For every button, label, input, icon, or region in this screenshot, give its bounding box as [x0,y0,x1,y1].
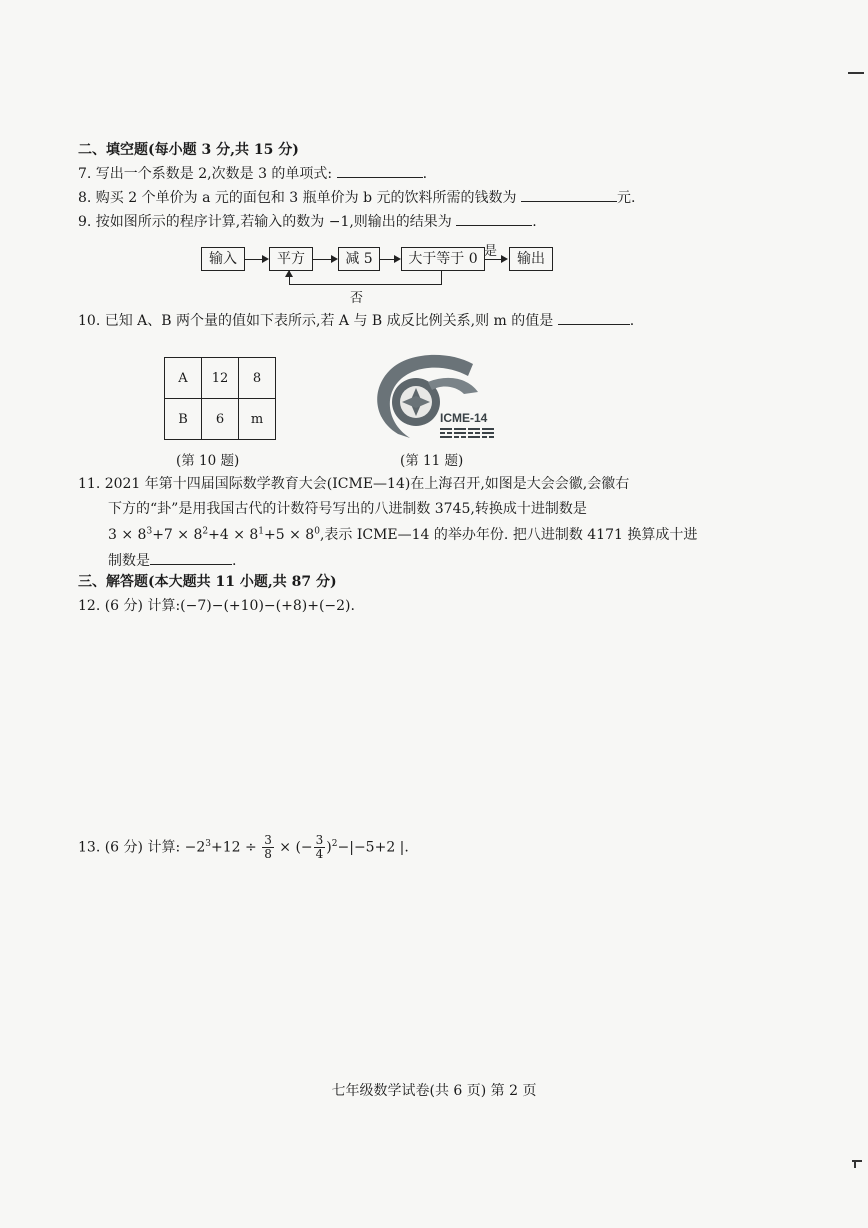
q13-expr-part: +12 ÷ [211,839,257,856]
question-9-end: . [532,214,537,230]
flow-arrowhead-yes [501,255,508,263]
fraction-denominator: 4 [315,847,324,861]
question-10 [78,310,634,331]
flow-arrow-1 [244,259,262,260]
answer-area-13[interactable] [78,870,778,1050]
question-11-end: . [232,553,237,569]
q13-expr-part: ) [326,839,332,856]
flow-output-box: 输出 [509,247,553,271]
page-footer: 七年级数学试卷(共 6 页) 第 2 页 [331,1083,537,1099]
scan-edge-mark [854,1160,856,1168]
q11-exponent: 2 [202,526,209,537]
question-11-line-3 [108,525,697,545]
question-8 [78,187,635,208]
q11-exponent: 0 [314,526,320,537]
q11-expr-part: ,表示 ICME—14 的举办年份. 把八进制数 4171 换算成十进 [319,527,698,543]
question-10-end: . [629,313,635,329]
question-7-text: 7. 写出一个系数是 2,次数是 3 的单项式: [78,166,333,182]
q11-expr-part: 3 × 8 [108,527,147,543]
fraction-numerator: 3 [264,833,272,847]
flow-arrow-3 [379,259,395,260]
answer-area-12[interactable] [78,620,778,820]
flow-arrow-2 [312,259,332,260]
table-cell: 6 [202,399,239,440]
question-9-text: 9. 按如图所示的程序计算,若输入的数为 −1,则输出的结果为 [78,214,452,230]
question-12: 12. (6 分) 计算:(−7)−(+10)−(+8)+(−2). [78,598,355,614]
answer-blank-11[interactable] [150,550,232,565]
question-11-line-1: 11. 2021 年第十四届国际数学教育大会(ICME—14)在上海召开,如图是大会会徽,会徽右 [78,476,630,492]
fraction-3-8 [262,834,274,861]
caption-figure-10: (第 10 题) [176,453,240,469]
question-11-line-2: 下方的“卦”是用我国古代的计数符号写出的八进制数 3745,转换成十进制数是 [108,501,587,517]
answer-blank-7[interactable] [337,163,423,178]
flow-arrowhead-3 [394,255,401,263]
q11-exponent: 1 [258,526,265,537]
question-7-end: . [422,166,428,182]
table-row [165,358,276,399]
question-8-end: 元. [616,190,636,206]
q11-exponent: 3 [146,526,153,537]
q13-expr-part: −|−5+2 |. [337,839,409,856]
table-cell: A [165,358,202,399]
flow-compare-box: 大于等于 0 [401,247,485,271]
q13-exponent: 3 [205,838,211,849]
table-cell: 8 [239,358,276,399]
table-row [165,399,276,440]
logo-text: ICME-14 [440,411,488,425]
question-7 [78,163,427,184]
scan-edge-mark [848,72,864,74]
question-8-text: 8. 购买 2 个单价为 a 元的面包和 3 瓶单价为 b 元的饮料所需的钱数为 [78,190,517,206]
section-title-fill-in: 二、填空题(每小题 3 分,共 15 分) [78,142,299,158]
flow-loop-arrowhead [285,270,293,277]
fraction-3-4 [314,834,326,861]
question-10-text: 10. 已知 A、B 两个量的值如下表所示,若 A 与 B 成反比例关系,则 m 的值是 [78,313,554,329]
ab-value-table [164,357,276,440]
caption-figure-11: (第 11 题) [400,453,464,469]
fraction-numerator: 3 [315,833,324,847]
flow-arrow-yes [484,259,502,260]
flow-loop-bottom [289,284,442,285]
flow-minus5-box: 减 5 [338,247,380,271]
answer-blank-10[interactable] [558,310,630,325]
q11-expr-part: +7 × 8 [152,527,203,543]
icme-14-logo [368,352,518,444]
flow-no-label: 否 [350,291,364,306]
flow-loop-down [441,271,442,285]
question-11-line-4 [108,550,236,571]
flow-input-box: 输入 [201,247,245,271]
q11-expr-part: +4 × 8 [208,527,259,543]
q13-expr-part: × (− [279,839,313,856]
q13-exponent: 2 [331,838,338,849]
table-cell: 12 [202,358,239,399]
answer-blank-8[interactable] [521,187,617,202]
flow-arrowhead-1 [262,255,269,263]
question-9 [78,211,537,232]
question-13 [78,834,409,861]
answer-blank-9[interactable] [456,211,532,226]
flow-yes-label: 是 [484,244,498,259]
section-title-solve: 三、解答题(本大题共 11 小题,共 87 分) [78,574,337,590]
q11-expr-part: +5 × 8 [264,527,315,543]
flow-square-box: 平方 [269,247,313,271]
fraction-denominator: 8 [264,847,272,861]
q13-expr-part: 13. (6 分) 计算: −2 [78,839,206,856]
q11-line4-text: 制数是 [108,553,150,569]
table-cell: m [239,399,276,440]
flow-arrowhead-2 [331,255,338,263]
table-cell: B [165,399,202,440]
